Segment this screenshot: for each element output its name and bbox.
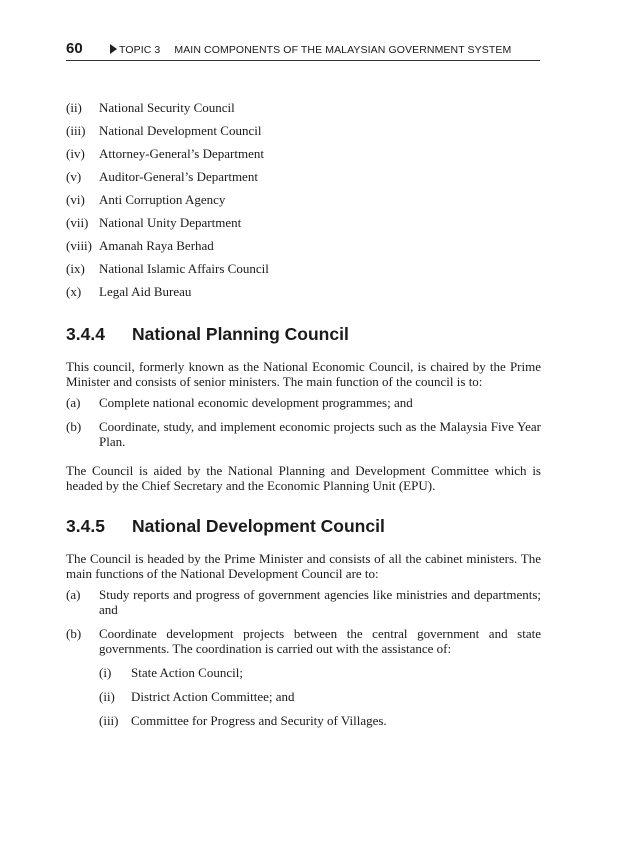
list-number: (iii): [66, 123, 86, 138]
list-item: [66, 211, 541, 234]
list-item: [66, 96, 541, 119]
section-number: 3.4.4: [66, 324, 105, 344]
list-number: (b): [66, 626, 82, 641]
list-number: (iii): [99, 713, 119, 728]
list-text: Amanah Raya Berhad: [99, 238, 214, 253]
list-text: District Action Committee; and: [131, 689, 295, 704]
list-number: (x): [66, 284, 82, 299]
list-number: (iv): [66, 146, 85, 161]
list-item: [66, 142, 541, 165]
list-text: National Islamic Affairs Council: [99, 261, 269, 276]
council-list: [66, 96, 541, 303]
list-item: [99, 713, 541, 728]
section-intro: This council, formerly known as the National Economic Council, is chaired by the Prime Minister and consists of senior ministers. The main function of the council is to:: [66, 359, 541, 389]
list-text: State Action Council;: [131, 665, 243, 680]
list-item: [66, 419, 541, 449]
list-number: (a): [66, 395, 81, 410]
list-item: [66, 626, 541, 728]
section-intro: The Council is headed by the Prime Minister and consists of all the cabinet ministers. The main functions of the National Development Council are to:: [66, 551, 541, 581]
function-list: [66, 587, 541, 728]
list-item: [66, 165, 541, 188]
list-text: Study reports and progress of government agencies like ministries and departments; and: [99, 587, 541, 617]
running-header: [110, 43, 511, 57]
list-item: [66, 280, 541, 303]
list-item: [66, 234, 541, 257]
section-heading-3-4-5: [66, 515, 541, 537]
arrow-right-icon: [110, 44, 117, 54]
list-number: (a): [66, 587, 81, 602]
list-number: (vii): [66, 215, 89, 230]
list-number: (ii): [99, 689, 115, 704]
page-content: [66, 96, 541, 728]
list-text: Committee for Progress and Security of Villages.: [131, 713, 387, 728]
list-number: (vi): [66, 192, 85, 207]
list-item: [66, 587, 541, 617]
list-text: Attorney-General’s Department: [99, 146, 264, 161]
section-title: National Planning Council: [132, 324, 349, 344]
list-number: (viii): [66, 238, 92, 253]
list-item: [99, 689, 541, 704]
list-item: [66, 188, 541, 211]
topic-title: MAIN COMPONENTS OF THE MALAYSIAN GOVERNMENT SYSTEM: [174, 44, 512, 56]
list-text: Legal Aid Bureau: [99, 284, 192, 299]
list-text: Anti Corruption Agency: [99, 192, 226, 207]
list-text: Coordinate development projects between the central government and state governments. The coordination is carried out with the assistance of:: [99, 626, 541, 656]
list-text: Auditor-General’s Department: [99, 169, 258, 184]
section-heading-3-4-4: [66, 323, 541, 345]
list-number: (i): [99, 665, 112, 680]
list-item: [66, 119, 541, 142]
section-title: National Development Council: [132, 516, 385, 536]
list-text: National Security Council: [99, 100, 235, 115]
section-closing: The Council is aided by the National Planning and Development Committee which is headed by the Chief Secretary and the Economic Planning Unit (EPU).: [66, 463, 541, 493]
list-number: (ii): [66, 100, 82, 115]
topic-label: TOPIC 3: [119, 44, 161, 56]
list-text: National Unity Department: [99, 215, 242, 230]
list-number: (ix): [66, 261, 85, 276]
list-text: National Development Council: [99, 123, 262, 138]
list-text: Coordinate, study, and implement economic projects such as the Malaysia Five Year Plan.: [99, 419, 541, 449]
list-text: Complete national economic development programmes; and: [99, 395, 413, 410]
list-number: (v): [66, 169, 82, 184]
list-number: (b): [66, 419, 82, 434]
list-item: [66, 257, 541, 280]
assistance-list: [99, 665, 541, 728]
list-item: [99, 665, 541, 680]
list-item: [66, 395, 541, 410]
page-header: [66, 40, 540, 61]
function-list: [66, 395, 541, 449]
page-number: 60: [66, 40, 83, 57]
section-number: 3.4.5: [66, 516, 105, 536]
